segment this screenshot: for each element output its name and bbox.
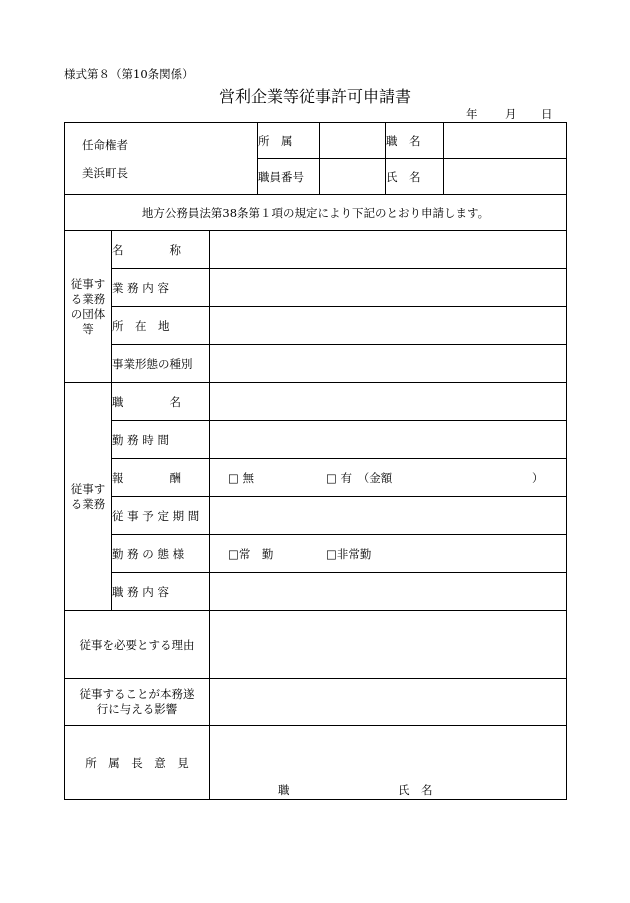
org-name-field[interactable] xyxy=(210,231,567,269)
duties-field[interactable] xyxy=(210,573,567,611)
staff-number-field[interactable] xyxy=(320,159,386,195)
staff-number-label: 職員番号 xyxy=(258,159,320,195)
supervisor-field[interactable] xyxy=(210,726,567,800)
work-position-label: 職 名 xyxy=(112,383,210,421)
work-hours-field[interactable] xyxy=(210,421,567,459)
reason-label: 従事を必要とする理由 xyxy=(65,611,210,679)
work-mode-label: 勤 務 の 態 様 xyxy=(112,535,210,573)
pay-amount-close: ） xyxy=(532,471,544,485)
form-number: 様式第８（第10条関係） xyxy=(64,67,194,81)
date-year: 年 xyxy=(466,107,478,121)
name-field[interactable] xyxy=(444,159,567,195)
work-section-label: 従事する業務 xyxy=(65,383,112,611)
pay-field xyxy=(210,459,567,497)
application-form xyxy=(64,122,567,800)
period-field[interactable] xyxy=(210,497,567,535)
pay-yes-checkbox[interactable]: □ 有 （金額 xyxy=(326,471,393,485)
org-address-field[interactable] xyxy=(210,307,567,345)
date-day: 日 xyxy=(541,107,553,121)
org-type-field[interactable] xyxy=(210,345,567,383)
supervisor-position-label: 職 xyxy=(278,783,290,797)
pay-label: 報 酬 xyxy=(112,459,210,497)
fulltime-checkbox[interactable]: □常 勤 xyxy=(228,547,274,561)
impact-field[interactable] xyxy=(210,679,567,726)
org-type-label: 事業形態の種別 xyxy=(112,345,210,383)
work-hours-label: 勤 務 時 間 xyxy=(112,421,210,459)
parttime-checkbox[interactable]: □非常勤 xyxy=(326,547,372,561)
duties-label: 職 務 内 容 xyxy=(112,573,210,611)
org-name-label: 名 称 xyxy=(112,231,210,269)
page-title: 営利企業等従事許可申請書 xyxy=(218,87,411,106)
supervisor-name-label: 氏 名 xyxy=(398,783,433,797)
appointer-cell xyxy=(65,123,258,195)
reason-field[interactable] xyxy=(210,611,567,679)
appointer-label: 任命権者 xyxy=(82,138,128,152)
declaration-text: 地方公務員法第38条第１項の規定により下記のとおり申請します。 xyxy=(65,195,567,231)
supervisor-label: 所 属 長 意 見 xyxy=(65,726,210,800)
pay-none-checkbox[interactable]: □ 無 xyxy=(228,471,255,485)
work-mode-field xyxy=(210,535,567,573)
name-label: 氏 名 xyxy=(386,159,444,195)
organization-section-label: 従事する業務の団体等 xyxy=(65,231,112,383)
affiliation-field[interactable] xyxy=(320,123,386,159)
period-label: 従 事 予 定 期 間 xyxy=(112,497,210,535)
impact-label: 従事することが本務遂行に与える影響 xyxy=(65,679,210,726)
date-month: 月 xyxy=(505,107,517,121)
affiliation-label: 所 属 xyxy=(258,123,320,159)
org-address-label: 所 在 地 xyxy=(112,307,210,345)
position-label: 職 名 xyxy=(386,123,444,159)
position-field[interactable] xyxy=(444,123,567,159)
org-business-field[interactable] xyxy=(210,269,567,307)
appointer-name: 美浜町長 xyxy=(82,166,128,180)
org-business-label: 業 務 内 容 xyxy=(112,269,210,307)
work-position-field[interactable] xyxy=(210,383,567,421)
